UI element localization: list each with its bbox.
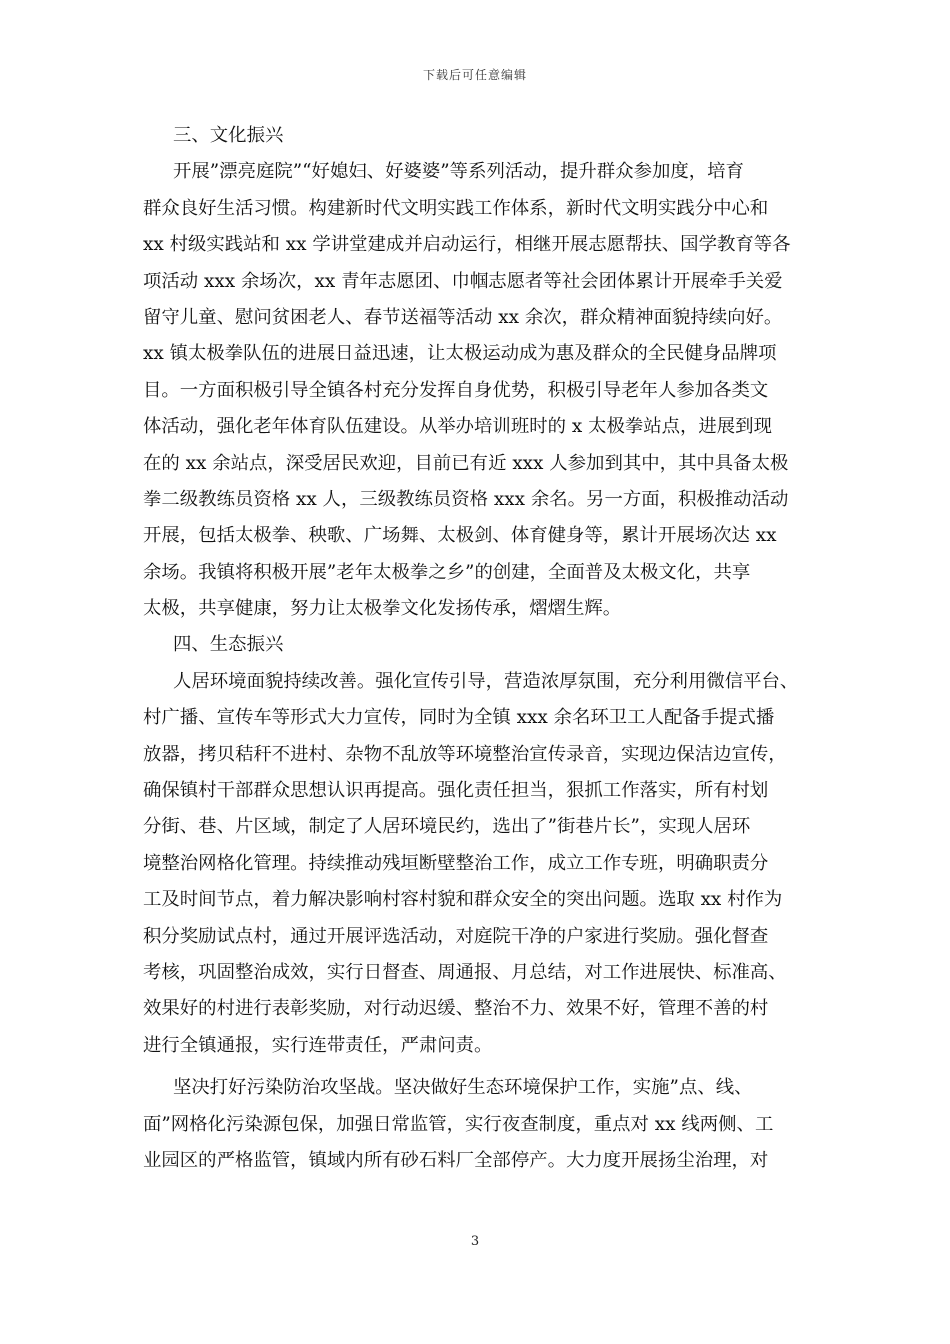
paragraph-line: 余场。我镇将积极开展”老年太极拳之乡”的创建，全面普及太极文化，共享 xyxy=(143,561,751,583)
paragraph-line: 在的 xx 余站点，深受居民欢迎，目前已有近 xxx 人参加到其中，其中具备太极 xyxy=(143,452,789,474)
section-heading-ecology: 四、生态振兴 xyxy=(173,634,284,656)
paragraph-line: 群众良好生活习惯。构建新时代文明实践工作体系，新时代文明实践分中心和 xyxy=(143,197,769,219)
paragraph-line: 太极，共享健康，努力让太极拳文化发扬传承，熠熠生辉。 xyxy=(143,598,622,620)
paragraph-line: 分街、巷、片区域，制定了人居环境民约，选出了”街巷片长”，实现人居环 xyxy=(143,816,751,838)
paragraph-line: 确保镇村干部群众思想认识再提高。强化责任担当，狠抓工作落实，所有村划 xyxy=(143,780,769,802)
paragraph-line: 开展”漂亮庭院”“好媳妇、好婆婆”等系列活动，提升群众参加度，培育 xyxy=(173,161,744,183)
paragraph-line: 效果好的村进行表彰奖励，对行动迟缓、整治不力、效果不好，管理不善的村 xyxy=(143,998,769,1020)
paragraph-line: 坚决打好污染防治攻坚战。坚决做好生态环境保护工作，实施”点、线、 xyxy=(173,1077,753,1099)
page-number: 3 xyxy=(470,1234,480,1249)
paragraph-line: 考核，巩固整治成效，实行日督查、周通报、月总结，对工作进展快、标准高、 xyxy=(143,961,787,983)
paragraph-line: xx 镇太极拳队伍的进展日益迅速，让太极运动成为惠及群众的全民健身品牌项 xyxy=(143,343,777,365)
paragraph-line: xx 村级实践站和 xx 学讲堂建成并启动运行，相继开展志愿帮扶、国学教育等各 xyxy=(143,234,791,256)
paragraph-line: 留守儿童、慰问贫困老人、春节送福等活动 xx 余次，群众精神面貌持续向好。 xyxy=(143,306,783,328)
paragraph-line: 放器，拷贝秸秆不进村、杂物不乱放等环境整治宣传录音，实现边保洁边宣传， xyxy=(143,743,787,765)
paragraph-line: 目。一方面积极引导全镇各村充分发挥自身优势，积极引导老年人参加各类文 xyxy=(143,379,769,401)
section-heading-culture: 三、文化振兴 xyxy=(173,125,284,146)
paragraph-line: 境整治网格化管理。持续推动残垣断壁整治工作，成立工作专班，明确职责分 xyxy=(143,852,769,874)
paragraph-line: 进行全镇通报，实行连带责任，严肃问责。 xyxy=(143,1034,493,1056)
paragraph-line: 体活动，强化老年体育队伍建设。从举办培训班时的 x 太极拳站点，进展到现 xyxy=(143,416,772,438)
paragraph-line: 面”网格化污染源包保，加强日常监管，实行夜查制度，重点对 xx 线两侧、工 xyxy=(143,1113,774,1135)
paragraph-line: 村广播、宣传车等形式大力宣传，同时为全镇 xxx 余名环卫工人配备手提式播 xyxy=(143,707,775,729)
paragraph-line: 积分奖励试点村，通过开展评选活动，对庭院干净的户家进行奖励。强化督查 xyxy=(143,925,769,947)
header-note: 下载后可任意编辑 xyxy=(422,68,527,82)
paragraph-line: 开展，包括太极拳、秧歌、广场舞、太极剑、体育健身等，累计开展场次达 xx xyxy=(143,525,777,547)
paragraph-line: 拳二级教练员资格 xx 人，三级教练员资格 xxx 余名。另一方面，积极推动活动 xyxy=(143,488,789,510)
paragraph-line: 人居环境面貌持续改善。强化宣传引导，营造浓厚氛围，充分利用微信平台、 xyxy=(173,670,799,692)
document-body xyxy=(143,118,823,1179)
paragraph-line: 工及时间节点，着力解决影响村容村貌和群众安全的突出问题。选取 xx 村作为 xyxy=(143,889,783,911)
paragraph-line: 项活动 xxx 余场次，xx 青年志愿团、巾帼志愿者等社会团体累计开展牵手关爱 xyxy=(143,270,783,292)
paragraph-line: 业园区的严格监管，镇域内所有砂石料厂全部停产。大力度开展扬尘治理，对 xyxy=(143,1149,769,1171)
